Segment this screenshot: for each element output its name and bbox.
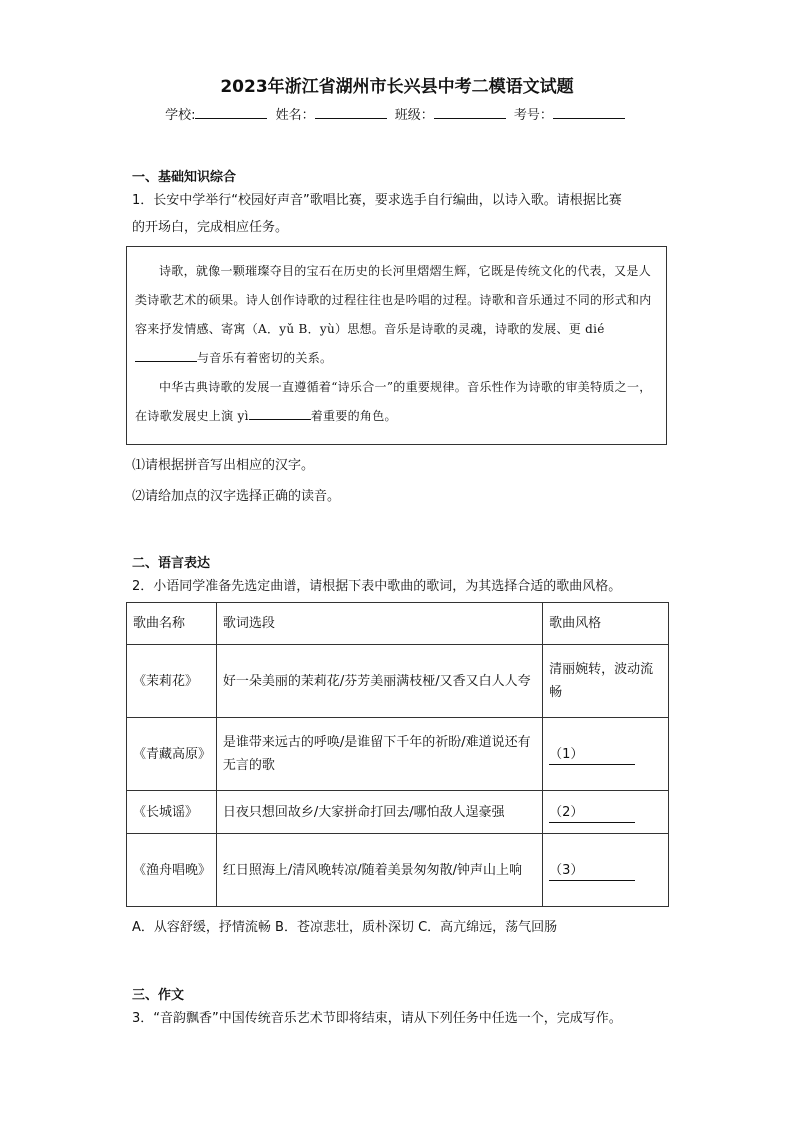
school-label: 学校:	[165, 108, 196, 123]
passage-paragraph-2: 中华古典诗歌的发展一直遵循着“诗乐合一”的重要规律。音乐性作为诗歌的审美特质之一，在诗歌发展史上演 yì 着重要的角色。	[135, 380, 652, 423]
school-blank	[195, 106, 267, 119]
pinyin-blank-die[interactable]	[135, 349, 197, 362]
style-options: A．从容舒缓，抒情流畅 B．苍凉悲壮，质朴深切 C．高亢绵远，荡气回肠	[132, 920, 558, 935]
question2: 2．小语同学准备先选定曲谱，请根据下表中歌曲的歌词，为其选择合适的歌曲风格。	[132, 579, 622, 594]
page-title: 2023年浙江省湖州市长兴县中考二模语文试题	[220, 77, 574, 97]
song-name: 《茉莉花》	[127, 645, 217, 718]
answer-cell[interactable]	[543, 834, 669, 907]
table-row	[127, 718, 669, 791]
class-label: 班级：	[394, 108, 434, 123]
answer-blank-1[interactable]: （1）	[549, 746, 635, 765]
section2-heading: 二、语言表达	[132, 556, 211, 571]
name-blank	[315, 106, 387, 119]
table-row	[127, 645, 669, 718]
song-name: 《长城谣》	[127, 791, 217, 834]
exam-no-label: 考号：	[513, 108, 553, 123]
answer-cell[interactable]	[543, 718, 669, 791]
name-label: 姓名：	[275, 108, 315, 123]
header-song-name: 歌曲名称	[127, 603, 217, 645]
subquestion-1: ⑴请根据拼音写出相应的汉字。	[132, 458, 315, 473]
class-blank	[434, 106, 506, 119]
song-lyrics: 是谁带来远古的呼唤/是谁留下千年的祈盼/难道说还有无言的歌	[216, 718, 542, 791]
table-row	[127, 834, 669, 907]
header-lyrics: 歌词选段	[216, 603, 542, 645]
song-lyrics: 日夜只想回故乡/大家拼命打回去/哪怕敌人逞豪强	[216, 791, 542, 834]
question1	[132, 187, 662, 241]
table-header-row	[127, 603, 669, 645]
answer-cell[interactable]	[543, 791, 669, 834]
question3: 3．“音韵飘香”中国传统音乐艺术节即将结束，请从下列任务中任选一个，完成写作。	[132, 1011, 622, 1026]
section1-heading: 一、基础知识综合	[132, 170, 237, 185]
song-lyrics: 好一朵美丽的茉莉花/芬芳美丽满枝桠/又香又白人人夸	[216, 645, 542, 718]
song-style-table	[126, 602, 669, 907]
question1-line2: 的开场白，完成相应任务。	[132, 220, 289, 235]
song-style: 清丽婉转，波动流畅	[543, 645, 669, 718]
passage-paragraph-1: 诗歌，就像一颗璀璨夺目的宝石在历史的长河里熠熠生辉，它既是传统文化的代表，又是人类诗歌艺术的硕果。诗人创作诗歌的过程往往也是吟唱的过程。诗歌和音乐通过不同的形式和内容来抒发情感、寄寓（A．yǔ B．yù）思想。音乐是诗歌的灵魂，诗歌的发展、更 dié与音乐有着密切的关系。	[135, 264, 652, 365]
subquestion-2: ⑵请给加点的汉字选择正确的读音。	[132, 489, 341, 504]
question1-line1: 1．长安中学举行“校园好声音”歌唱比赛，要求选手自行编曲，以诗入歌。请根据比赛	[132, 193, 622, 208]
song-name: 《渔舟唱晚》	[127, 834, 217, 907]
section3-heading: 三、作文	[132, 988, 185, 1003]
table-row	[127, 791, 669, 834]
pinyin-blank-yi[interactable]	[249, 407, 311, 420]
passage-box	[126, 246, 667, 445]
answer-blank-2[interactable]: （2）	[549, 804, 635, 823]
exam-no-blank	[553, 106, 625, 119]
song-lyrics: 红日照海上/清风晚转凉/随着美景匆匆散/钟声山上响	[216, 834, 542, 907]
answer-blank-3[interactable]: （3）	[549, 862, 635, 881]
student-info-line	[0, 104, 794, 123]
header-style: 歌曲风格	[543, 603, 669, 645]
song-name: 《青藏高原》	[127, 718, 217, 791]
